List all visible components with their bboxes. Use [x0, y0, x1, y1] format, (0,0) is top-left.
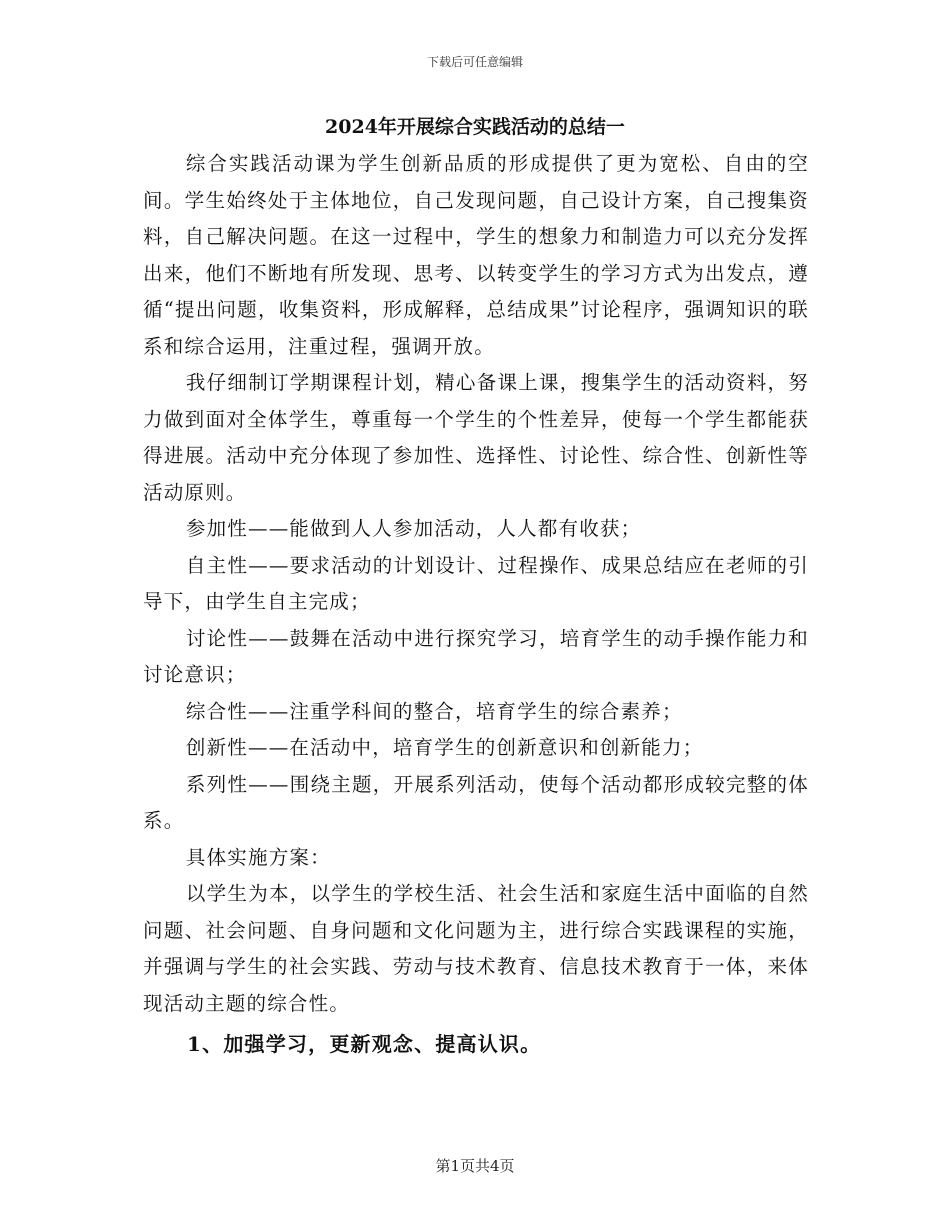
paragraph-implementation: 以学生为本，以学生的学校生活、社会生活和家庭生活中面临的自然问题、社会问题、自身问题和文化问题为主，进行综合实践课程的实施，并强调与学生的社会实践、劳动与技术教育、信息技术教育于一体，来体现活动主题的综合性。 [143, 882, 809, 1015]
paragraph-implementation-label: 具体实施方案： [185, 845, 331, 869]
page-header-note: 下载后可任意编辑 [426, 55, 523, 69]
paragraph-autonomy: 自主性——要求活动的计划设计、过程操作、成果总结应在老师的引导下，由学生自主完成； [143, 553, 809, 613]
paragraph-comprehensive: 综合性——注重学科间的整合，培育学生的综合素养； [185, 699, 683, 723]
paragraph-participation: 参加性——能做到人人参加活动，人人都有收获； [185, 517, 642, 540]
paragraph-innovation: 创新性——在活动中，培育学生的创新意识和创新能力； [185, 736, 704, 759]
section-heading: 1、加强学习，更新观念、提高认识。 [187, 1032, 542, 1056]
document-body [143, 146, 809, 1063]
paragraph-plan: 我仔细制订学期课程计划，精心备课上课，搜集学生的活动资料，努力做到面对全体学生，尊重每一个学生的个性差异，使每一个学生都能获得进展。活动中充分体现了参加性、选择性、讨论性、综合性、创新性等活动原则。 [143, 371, 809, 504]
document-title: 2024年开展综合实践活动的总结一 [325, 116, 625, 138]
paragraph-discussion: 讨论性——鼓舞在活动中进行探究学习，培育学生的动手操作能力和讨论意识； [143, 626, 809, 686]
page-number: 第1页共4页 [435, 1157, 515, 1175]
paragraph-series: 系列性——围绕主题，开展系列活动，使每个活动都形成较完整的体系。 [143, 772, 809, 832]
paragraph-intro: 综合实践活动课为学生创新品质的形成提供了更为宽松、自由的空间。学生始终处于主体地位，自己发现问题，自己设计方案，自己搜集资料，自己解决问题。在这一过程中，学生的想象力和制造力可以充分发挥出来，他们不断地有所发现、思考、以转变学生的学习方式为出发点，遵循“提出问题，收集资料，形成解释，总结成果”讨论程序，强调知识的联系和综合运用，注重过程，强调开放。 [143, 152, 809, 358]
